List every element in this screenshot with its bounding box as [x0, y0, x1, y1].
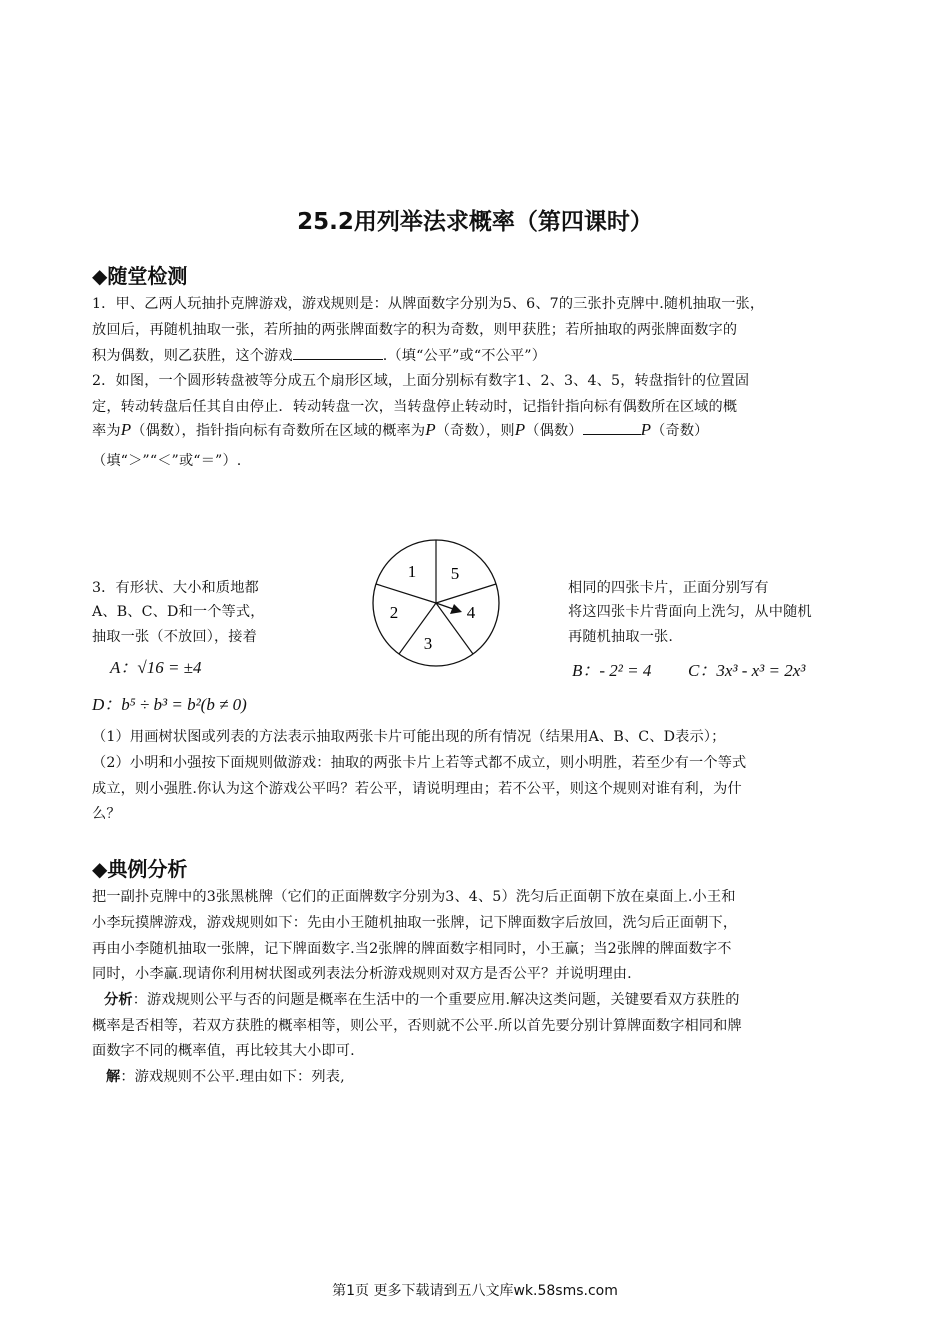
q1-line-3	[92, 345, 546, 365]
analysis-label: 分析	[104, 992, 133, 1008]
q1-line-3-hint: .（填“公平”或“不公平”）	[382, 348, 547, 364]
spinner-label: 1	[407, 562, 417, 581]
equation-a: A：√16 = ±4	[110, 658, 202, 677]
q2-p-3: P	[514, 420, 526, 439]
analysis-line-3: 面数字不同的概率值，再比较其大小即可.	[92, 1043, 355, 1059]
analysis-line-2: 概率是否相等，若双方获胜的概率相等，则公平，否则就不公平.所以首先要分别计算牌面数字相同和牌	[92, 1018, 742, 1034]
q3-right-line-3: 再随机抽取一张.	[568, 629, 674, 645]
example-line-1: 把一副扑克牌中的3张黑桃牌（它们的正面牌数字分别为3、4、5）洗匀后正面朝下放在桌面上.小王和	[92, 889, 736, 905]
equation-c: C：3x³ - x³ = 2x³	[688, 661, 806, 680]
q2-text-b: （偶数），指针指向标有奇数所在区域的概率为	[131, 423, 426, 439]
spinner-divider	[376, 584, 436, 603]
q2-text-c: （奇数），则	[435, 423, 515, 439]
spinner-label: 5	[450, 564, 460, 583]
analysis-line-1	[104, 989, 740, 1009]
q2-answer-blank[interactable]	[583, 422, 641, 435]
page-title: 25.2用列举法求概率（第四课时）	[297, 209, 653, 235]
q2-p-2: P	[425, 420, 436, 439]
q3-right-line-2: 将这四张卡片背面向上洗匀，从中随机	[568, 604, 812, 620]
q2-text-d: （偶数）	[525, 423, 583, 439]
solution-text: ：游戏规则不公平.理由如下：列表,	[120, 1069, 345, 1085]
example-line-3: 再由小李随机抽取一张牌，记下牌面数字.当2张牌的牌面数字相同时，小王赢；当2张牌的牌面数字不	[92, 941, 732, 957]
spinner-label: 4	[466, 603, 476, 622]
example-line-2: 小李玩摸牌游戏，游戏规则如下：先由小王随机抽取一张牌，记下牌面数字后放回，洗匀后正面朝下，	[92, 915, 738, 931]
q1-line-2: 放回后，再随机抽取一张，若所抽的两张牌面数字的积为奇数，则甲获胜；若所抽取的两张牌面数字的	[92, 322, 738, 338]
spinner-divider	[436, 584, 496, 603]
q3-sub-2-line-2: 成立，则小强胜.你认为这个游戏公平吗？若公平，请说明理由；若不公平，则这个规则对谁有利，为什	[92, 781, 742, 797]
solution-label: 解	[106, 1069, 121, 1085]
equation-b: B：- 2² = 4	[572, 661, 652, 680]
equation-d: D：b⁵ ÷ b³ = b²(b ≠ 0)	[92, 695, 247, 714]
spinner-label: 2	[389, 603, 399, 622]
example-line-4: 同时，小李赢.现请你利用树状图或列表法分析游戏规则对双方是否公平？并说明理由.	[92, 966, 632, 982]
section-heading-example: ◆典例分析	[92, 857, 188, 881]
q1-line-1: 1．甲、乙两人玩抽扑克牌游戏，游戏规则是：从牌面数字分别为5、6、7的三张扑克牌中.随机抽取一张，	[92, 296, 765, 312]
q2-line-1: 2．如图，一个圆形转盘被等分成五个扇形区域，上面分别标有数字1、2、3、4、5，转盘指针的位置固	[92, 373, 750, 389]
q3-left-line-2: A、B、C、D和一个等式，	[92, 604, 265, 620]
q3-left-line-1: 3．有形状、大小和质地都	[92, 580, 259, 596]
q2-p-1: P	[120, 420, 132, 439]
q1-line-3-text: 积为偶数，则乙获胜，这个游戏	[92, 348, 293, 364]
q2-line-4: （填“＞”“＜”或“＝”）.	[92, 453, 242, 469]
q2-line-2: 定，转动转盘后任其自由停止．转动转盘一次，当转盘停止转动时，记指针指向标有偶数所在区域的概	[92, 399, 738, 415]
q2-line-3	[92, 420, 709, 440]
q2-text-a: 率为	[92, 423, 121, 439]
q2-p-4: P	[640, 420, 652, 439]
q1-answer-blank[interactable]	[293, 347, 383, 360]
spinner-label: 3	[423, 634, 433, 653]
q3-sub-2-line-3: 么？	[92, 806, 121, 822]
analysis-text: ：游戏规则公平与否的问题是概率在生活中的一个重要应用.解决这类问题，关键要看双方获胜的	[132, 992, 740, 1008]
solution-line	[106, 1066, 345, 1086]
q3-sub-2-line-1: （2）小明和小强按下面规则做游戏：抽取的两张卡片上若等式都不成立，则小明胜，若至少有一个等式	[92, 755, 747, 771]
section-heading-practice: ◆随堂检测	[92, 264, 188, 288]
q2-text-e: （奇数）	[651, 423, 709, 439]
spinner-figure	[368, 536, 504, 670]
q3-sub-1: （1）用画树状图或列表的方法表示抽取两张卡片可能出现的所有情况（结果用A、B、C、D表示）；	[92, 729, 726, 745]
page-footer: 第1页 更多下载请到五八文库wk.58sms.com	[332, 1283, 618, 1299]
q3-right-line-1: 相同的四张卡片，正面分别写有	[568, 580, 769, 596]
q3-left-line-3: 抽取一张（不放回），接着	[92, 629, 257, 645]
